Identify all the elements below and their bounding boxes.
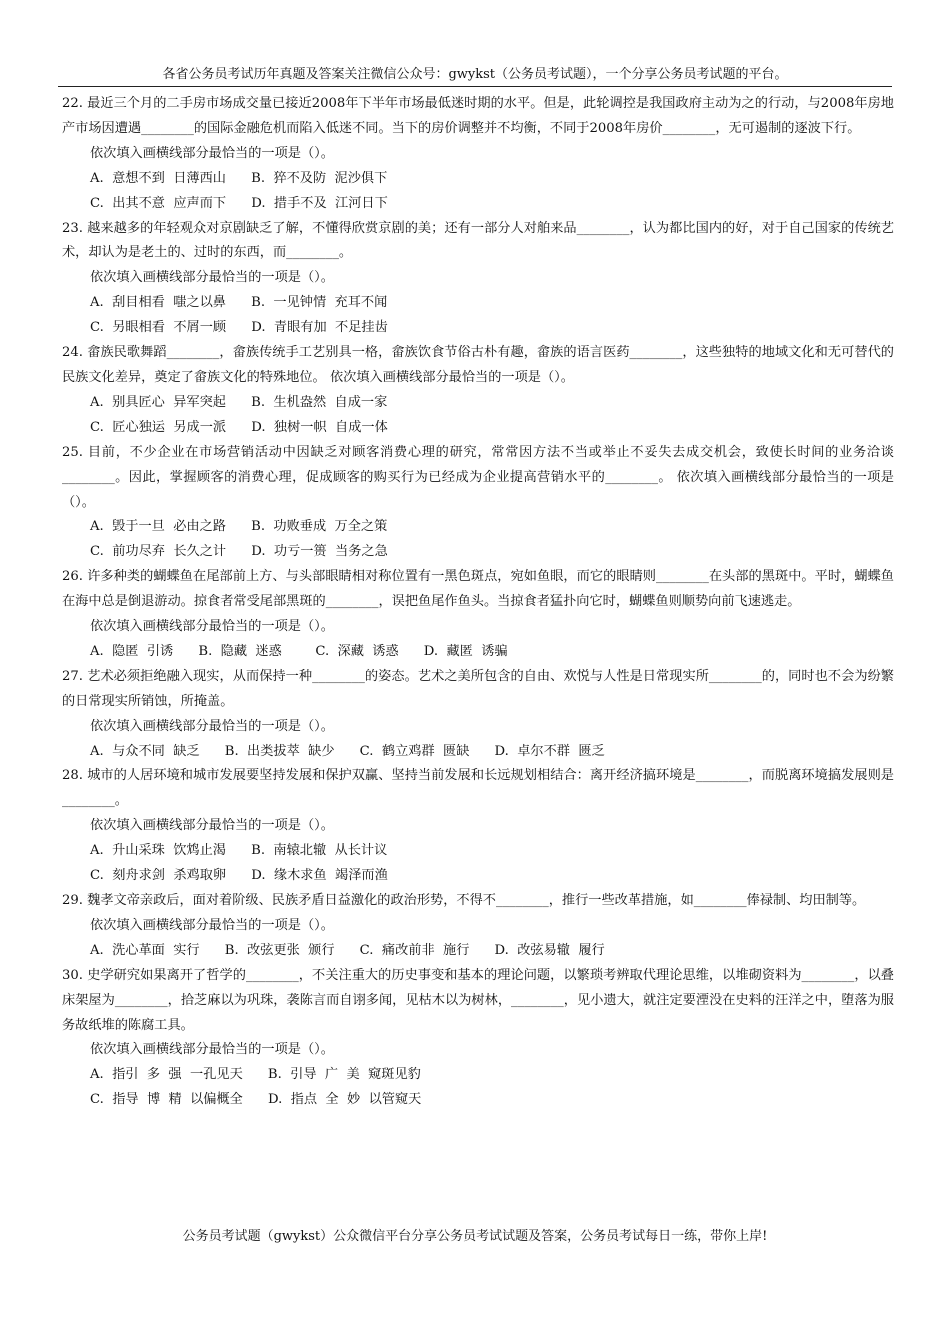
question-options-row: A. 洗心革面 实行 B. 改弦更张 颁行 C. 痛改前非 施行 D. 改弦易辙 履行 [90,942,605,958]
question-stem: 29. 魏孝文帝亲政后，面对着阶级、民族矛盾日益激化的政治形势，不得不________，推行一些改革措施，如________俸禄制、均田制等。 [62,893,866,908]
page-footer: 公务员考试题（gwykst）公众微信平台分享公务员考试试题及答案，公务员考试每日一练，带你上岸! [182,1229,768,1244]
question-options-row: A. 意想不到 日薄西山 B. 猝不及防 泥沙俱下 [90,170,388,186]
question-25 [62,441,894,566]
question-stem: 30. 史学研究如果离开了哲学的________，不关注重大的历史事变和基本的理论问题，以繁琐考辨取代理论思维，以堆砌资料为________，以叠床架屋为________，拾芝麻以为巩珠，袭陈言而自诩多闻，见枯木以为树林，________，见小遗大，就注定要湮没在史料的汪洋之中，堕落为服务故纸堆的陈腐工具。 [62,967,894,1033]
question-options-row: A. 指引 多 强 一孔见天 B. 引导 广 美 窥斑见豹 [90,1067,421,1083]
question-stem: 22. 最近三个月的二手房市场成交量已接近2008年下半年市场最低迷时期的水平。但是，此轮调控是我国政府主动为之的行动，与2008年房地产市场因遭遇________的国际金融危机而陷入低迷不同。当下的房价调整并不均衡，不同于2008年房价________，无可遏制的逐波下行。 [62,96,894,136]
question-instruction: 依次填入画横线部分最恰当的一项是（）。 [90,1042,334,1058]
question-instruction: 依次填入画横线部分最恰当的一项是（）。 [90,718,334,734]
question-options-row: C. 前功尽弃 长久之计 D. 功亏一篑 当务之急 [90,544,388,560]
question-stem: 27. 艺术必须拒绝融入现实，从而保持一种________的姿态。艺术之美所包含的自由、欢悦与人性是日常现实所________的，同时也不会为纷繁的日常现实所销蚀，所掩盖。 [62,668,894,709]
question-instruction: 依次填入画横线部分最恰当的一项是（）。 [90,818,334,834]
question-instruction: 依次填入画横线部分最恰当的一项是（）。 [90,917,334,933]
question-22 [62,92,894,217]
question-27 [62,665,894,765]
question-stem: 23. 越来越多的年轻观众对京剧缺乏了解，不懂得欣赏京剧的美；还有一部分人对舶来品________，认为都比国内的好，对于自己国家的传统艺术，却认为是老土的、过时的东西，而________。 [62,220,894,261]
question-options-row: C. 匠心独运 另成一派 D. 独树一帜 自成一体 [90,419,388,435]
question-stem: 26. 许多种类的蝴蝶鱼在尾部前上方、与头部眼睛相对称位置有一黑色斑点，宛如鱼眼，而它的眼睛则________在头部的黑斑中。平时，蝴蝶鱼在海中总是倒退游动。掠食者常受尾部黑斑的________，误把鱼尾作鱼头。当掠食者猛扑向它时，蝴蝶鱼则顺势向前飞速逃走。 [62,569,894,610]
question-options-row: A. 升山采珠 饮鸩止渴 B. 南辕北辙 从长计议 [90,843,388,859]
question-instruction: 依次填入画横线部分最恰当的一项是（）。 [90,619,334,635]
question-stem: 24. 畲族民歌舞蹈________，畲族传统手工艺别具一格，畲族饮食节俗古朴有趣，畲族的语言医药________，这些独特的地域文化和无可替代的民族文化差异，奠定了畲族文化的特殊地位。 依次填入画横线部分最恰当的一项是（）。 [62,345,894,385]
question-24 [62,341,894,441]
question-23 [62,217,894,342]
question-26 [62,565,894,665]
question-30 [62,964,894,1113]
question-instruction: 依次填入画横线部分最恰当的一项是（）。 [90,270,334,286]
question-options-row: C. 指导 博 精 以偏概全 D. 指点 全 妙 以管窥天 [90,1092,422,1108]
question-list [62,92,894,1113]
question-stem: 28. 城市的人居环境和城市发展要坚持发展和保护双赢、坚持当前发展和长远规划相结合：离开经济搞环境是________，而脱离环境搞发展则是________。 [62,768,894,809]
question-options-row: A. 隐匿 引诱 B. 隐藏 迷惑 C. 深藏 诱惑 D. 藏匿 诱骗 [90,643,508,659]
question-options-row: A. 刮目相看 嗤之以鼻 B. 一见钟情 充耳不闻 [90,295,388,311]
question-stem: 25. 目前，不少企业在市场营销活动中因缺乏对顾客消费心理的研究，常常因方法不当或举止不妥失去成交机会，致使长时间的业务洽谈________。因此，掌握顾客的消费心理，促成顾客的购买行为已经成为企业提高营销水平的________。 依次填入画横线部分最恰当的一项是（）。 [62,444,894,510]
question-options-row: C. 刻舟求剑 杀鸡取卵 D. 缘木求鱼 竭泽而渔 [90,868,388,884]
question-options-row: A. 别具匠心 异军突起 B. 生机盎然 自成一家 [90,394,388,410]
question-instruction: 依次填入画横线部分最恰当的一项是（）。 [90,145,334,161]
question-29 [62,889,894,964]
page-header: 各省公务员考试历年真题及答案关注微信公众号：gwykst（公务员考试题），一个分享公务员考试题的平台。 [58,66,892,87]
question-28 [62,764,894,889]
question-options-row: C. 另眼相看 不屑一顾 D. 青眼有加 不足挂齿 [90,320,388,336]
question-options-row: A. 与众不同 缺乏 B. 出类拔萃 缺少 C. 鹤立鸡群 匮缺 D. 卓尔不群 匮乏 [90,743,605,759]
question-options-row: C. 出其不意 应声而下 D. 措手不及 江河日下 [90,195,388,211]
question-options-row: A. 毁于一旦 必由之路 B. 功败垂成 万全之策 [90,519,388,535]
